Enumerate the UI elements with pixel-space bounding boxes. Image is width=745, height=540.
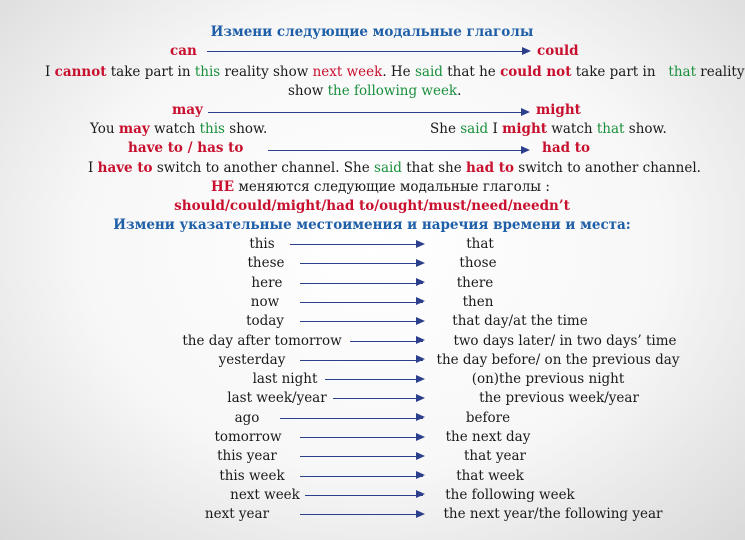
example-can-line2: show the following week.: [288, 83, 462, 99]
modal-have-to: have to / has to: [128, 140, 244, 156]
pair-from: yesterday: [218, 351, 286, 368]
example-may-left: You may watch this show.: [90, 121, 268, 137]
arrow-right-icon: [300, 360, 423, 361]
pair-to: the previous week/year: [479, 390, 639, 407]
pair-from: the day after tomorrow: [182, 332, 342, 349]
pair-to: the next day: [445, 429, 531, 445]
pair-from: here: [251, 274, 283, 291]
pair-to: there: [456, 274, 494, 291]
example-have-to: I have to switch to another channel. She said that she had to switch to another channel.: [88, 160, 701, 176]
pair-to: that year: [463, 448, 526, 465]
page-title: Измени следующие модальные глаголы: [210, 24, 534, 40]
modal-had-to: had to: [542, 140, 590, 156]
pair-from: this week: [219, 467, 285, 484]
pair-from: last night: [252, 371, 318, 388]
arrow-right-icon: [207, 51, 529, 52]
pair-from: this: [249, 236, 275, 252]
modal-can: can: [170, 43, 197, 59]
unchanged-modals-list: should/could/might/had to/ought/must/need/needn’t: [174, 198, 570, 214]
arrow-right-icon: [208, 112, 528, 113]
modal-might: might: [536, 102, 581, 118]
pair-from: next week: [230, 486, 300, 503]
pair-to: that week: [456, 467, 524, 484]
pair-from: today: [246, 313, 284, 330]
pair-from: this year: [217, 448, 277, 465]
pair-to: the following week: [445, 486, 575, 503]
pair-from: ago: [234, 409, 260, 426]
pair-from: tomorrow: [214, 429, 282, 445]
pair-from: last week/year: [227, 390, 327, 407]
pair-to: two days later/ in two days’ time: [453, 332, 677, 349]
pair-to: that: [466, 236, 494, 252]
arrow-right-icon: [268, 150, 528, 151]
pair-to: (on)the previous night: [471, 371, 625, 388]
modal-could: could: [537, 43, 579, 59]
arrow-right-icon: [350, 341, 423, 342]
example-may-right: She said I might watch that show.: [430, 121, 667, 137]
pair-to: those: [459, 255, 497, 272]
section-subtitle: Измени указательные местоимения и наречия времени и места:: [113, 217, 631, 233]
note-unchanged: НЕ меняются следующие модальные глаголы :: [211, 179, 550, 195]
pair-to: then: [462, 293, 494, 310]
pair-from: now: [250, 293, 280, 310]
modal-may: may: [172, 102, 203, 118]
pair-from: next year: [204, 506, 270, 523]
example-can-line1: I cannot take part in this reality show next week. He said that he could not take part in that reality: [45, 64, 745, 80]
pair-to: before: [465, 409, 511, 426]
pair-to: the next year/the following year: [443, 506, 663, 523]
pair-from: these: [247, 255, 285, 272]
pair-to: that day/at the time: [452, 313, 588, 330]
pair-to: the day before/ on the previous day: [436, 351, 680, 368]
